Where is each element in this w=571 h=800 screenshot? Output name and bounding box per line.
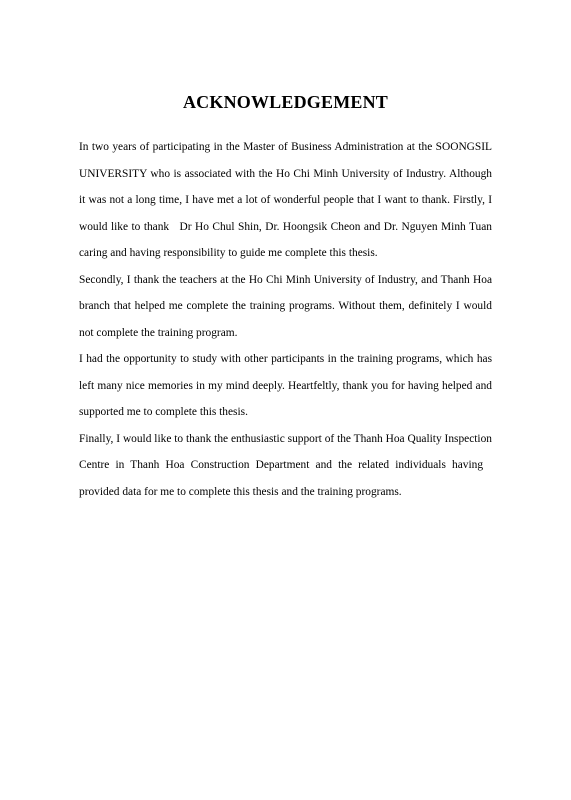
- paragraph-support: Finally, I would like to thank the enthusiastic support of the Thanh Hoa Quality Inspection Centre in Thanh Hoa Construction Department and the related individuals having provided data for me to complete this thesis and the training programs.: [79, 432, 492, 498]
- acknowledgement-body: [79, 134, 492, 505]
- paragraph-intro: In two years of participating in the Master of Business Administration at the SOONGSIL UNIVERSITY who is associated with the Ho Chi Minh University of Industry. Although it was not a long time, I have met a lot of wonderful people that I want to thank. Firstly, I would like to thank Dr Ho Chul Shin, Dr. Hoongsik Cheon and Dr. Nguyen Minh Tuan caring and having responsibility to guide me complete this thesis.: [79, 141, 492, 259]
- paragraph-teachers: Secondly, I thank the teachers at the Ho Chi Minh University of Industry, and Thanh Hoa branch that helped me complete the training programs. Without them, definitely I would not complete the training program.: [79, 273, 492, 339]
- paragraph-participants: I had the opportunity to study with other participants in the training programs, which has left many nice memories in my mind deeply. Heartfeltly, thank you for having helped and supported me to complete this thesis.: [79, 353, 492, 418]
- page-title: ACKNOWLEDGEMENT: [182, 92, 389, 112]
